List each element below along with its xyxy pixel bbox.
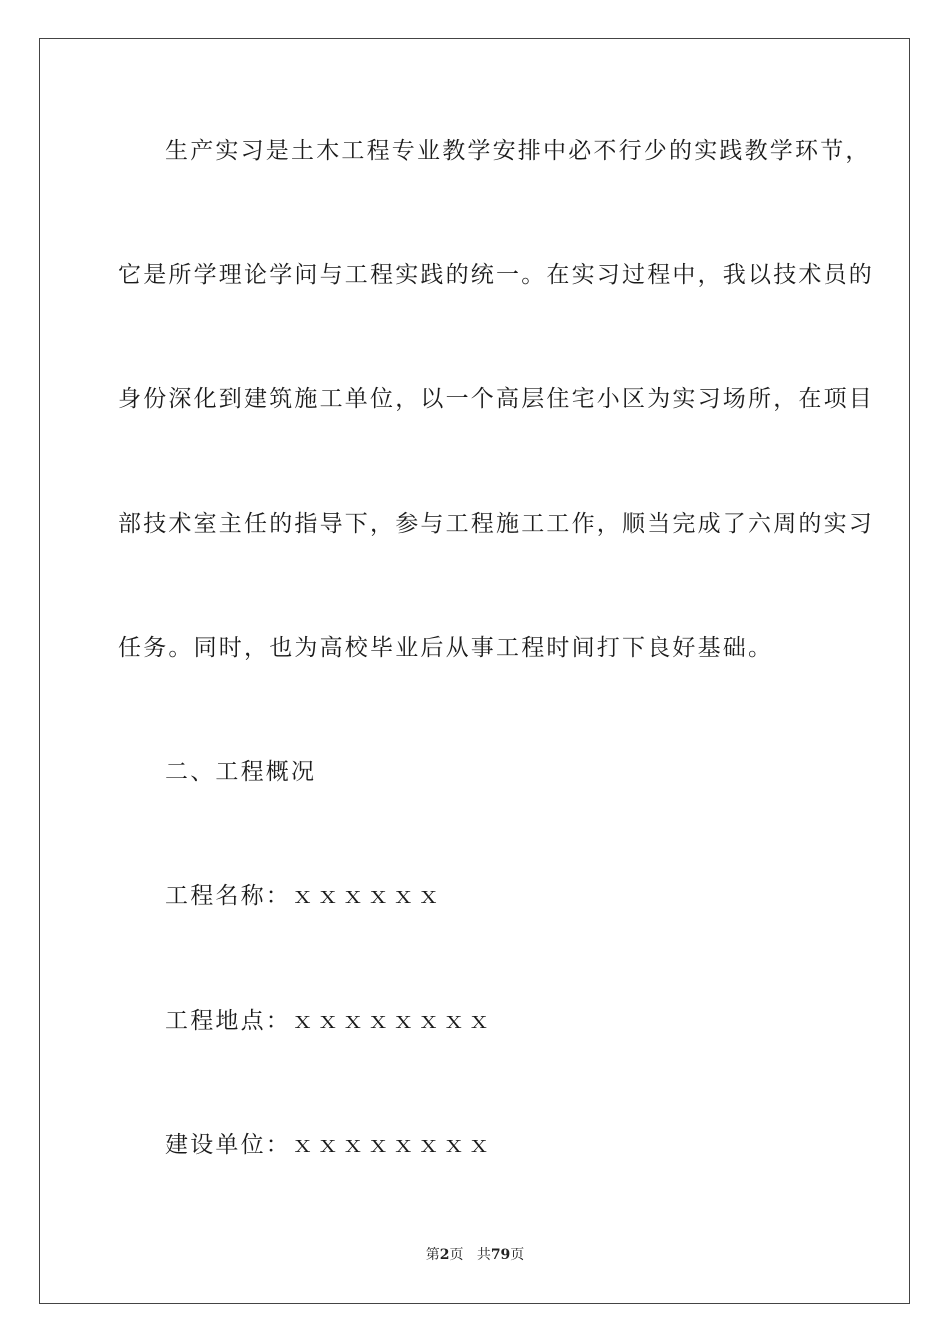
field-value: ｘｘｘｘｘｘ (291, 883, 443, 909)
total-prefix: 共 (476, 1247, 491, 1263)
paragraph-line-1: 生产实习是土木工程专业教学安排中必不行少的实践教学环节， (165, 138, 871, 164)
page-number: 2 (439, 1247, 450, 1263)
field-label: 工程地点： (165, 1008, 291, 1034)
paragraph-line-3: 身份深化到建筑施工单位，以一个高层住宅小区为实习场所，在项目 (118, 386, 874, 412)
page-suffix: 页 (449, 1247, 464, 1263)
field-value: ｘｘｘｘｘｘｘｘ (291, 1008, 493, 1034)
field-label: 工程名称： (165, 883, 291, 909)
field-project-name (165, 881, 885, 911)
field-project-location (165, 1006, 885, 1036)
page-prefix: 第 (425, 1247, 440, 1263)
paragraph-line-5: 任务。同时，也为高校毕业后从事工程时间打下良好基础。 (118, 635, 774, 661)
field-label: 建设单位： (165, 1132, 291, 1158)
page-footer (0, 1246, 950, 1264)
field-value: ｘｘｘｘｘｘｘｘ (291, 1132, 493, 1158)
page-border (39, 38, 910, 1304)
total-suffix: 页 (510, 1247, 525, 1263)
paragraph-line-4: 部技术室主任的指导下，参与工程施工工作，顺当完成了六周的实习 (118, 511, 874, 537)
section-heading: 二、工程概况 (165, 759, 317, 785)
paragraph-line-2: 它是所学理论学问与工程实践的统一。在实习过程中，我以技术员的 (118, 262, 874, 288)
field-construction-unit (165, 1130, 885, 1160)
total-pages: 79 (490, 1247, 511, 1263)
